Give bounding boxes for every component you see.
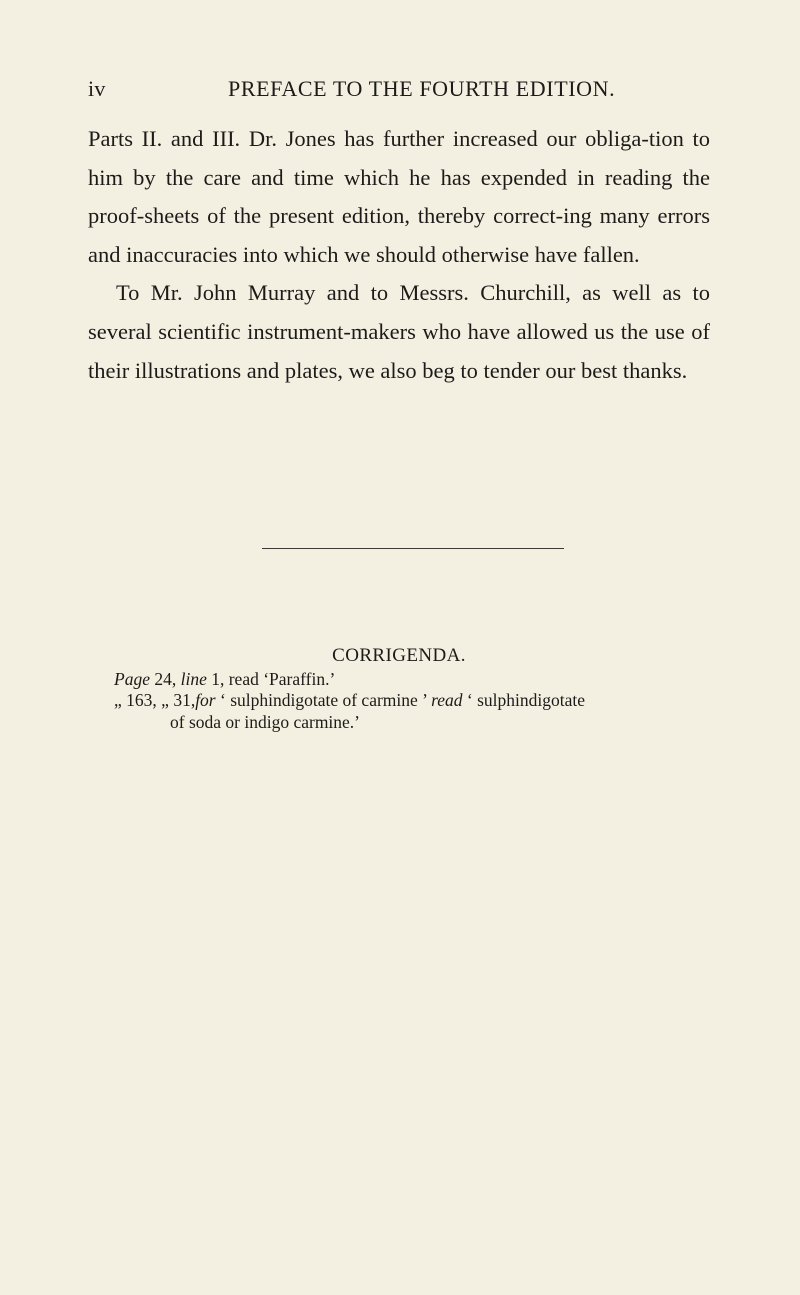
correction-text: ‘Paraffin.’ bbox=[263, 668, 336, 689]
section-divider bbox=[262, 548, 564, 549]
corrigenda-entry-1 bbox=[88, 669, 710, 691]
paragraph-2: To Mr. John Murray and to Messrs. Churchill, as well as to several scientific instrument-makers who have allowed us the use of their illustrations and plates, we also beg to tender our best thanks. bbox=[88, 280, 710, 383]
page-ref: 24, bbox=[154, 668, 177, 689]
corrigenda-section bbox=[88, 645, 710, 733]
line-ref: 1, bbox=[211, 668, 225, 689]
paragraph-1: Parts II. and III. Dr. Jones has further increased our obliga-tion to him by the care and time which he has expended in reading the proof-sheets of the present edition, thereby correct-ing many errors and inaccuracies into which we should otherwise have fallen. bbox=[88, 126, 710, 267]
line-word: line bbox=[180, 668, 207, 689]
corrigenda-entry-2-continuation: of soda or indigo carmine.’ bbox=[170, 711, 361, 732]
action-word: read bbox=[228, 668, 259, 689]
page-ref: 163, bbox=[126, 690, 157, 710]
ditto-mark: „ bbox=[114, 690, 122, 710]
read-word: read bbox=[431, 690, 463, 710]
page-word: Page bbox=[114, 668, 150, 689]
body-text bbox=[88, 120, 710, 390]
page-number: iv bbox=[88, 76, 106, 101]
line-ref: 31, bbox=[173, 690, 196, 710]
running-head bbox=[88, 76, 710, 108]
corrigenda-title: CORRIGENDA. bbox=[332, 645, 466, 666]
erratum-text: ‘ sulphindigotate of carmine ’ bbox=[220, 690, 427, 710]
ditto-mark: „ bbox=[161, 690, 169, 710]
for-word: for bbox=[195, 690, 216, 710]
correction-text: ‘ sulphindigotate bbox=[466, 690, 585, 710]
running-head-title: PREFACE TO THE FOURTH EDITION. bbox=[228, 76, 616, 101]
corrigenda-entry-2 bbox=[88, 690, 710, 712]
